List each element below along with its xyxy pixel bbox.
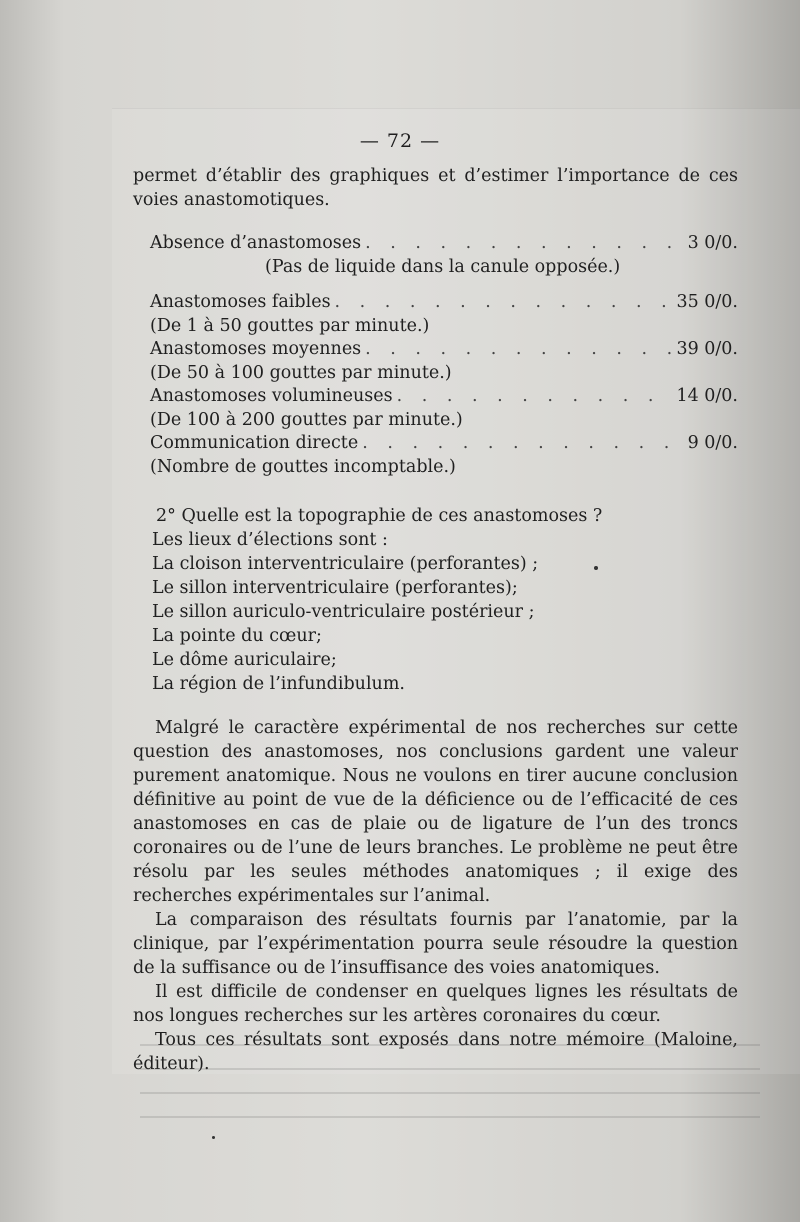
stat-note: (Nombre de gouttes incomptable.) [150, 456, 456, 477]
stat-value: 3 0/0. [687, 233, 738, 253]
stat-label: Anastomoses faibles [150, 292, 331, 312]
topography-item: Le sillon interventriculaire (perforantes); [152, 578, 518, 598]
stat-value: 35 0/0. [676, 292, 738, 312]
topography-section [152, 504, 738, 696]
conclusion-section [133, 716, 738, 1076]
leader-dots [335, 291, 673, 315]
anastomosis-stats [150, 232, 738, 479]
stat-value: 9 0/0. [687, 433, 738, 453]
intro-paragraph [133, 164, 738, 212]
stat-row [150, 232, 738, 256]
topography-item: La région de l’infundibulum. [152, 674, 405, 694]
leader-dots [365, 232, 683, 256]
page-number: — 72 — [359, 130, 441, 152]
topography-item: La pointe du cœur; [152, 626, 322, 646]
intro-text: permet d’établir des graphiques et d’estimer l’importance de ces voies anastomotiques. [133, 166, 738, 210]
stat-row [150, 291, 738, 315]
stat-row [150, 385, 738, 409]
stat-label: Anastomoses moyennes [150, 339, 362, 359]
topography-item: La cloison interventriculaire (perforantes) ; [152, 554, 539, 574]
stat-note: (Pas de liquide dans la canule opposée.) [265, 256, 621, 277]
topography-question: 2° Quelle est la topographie de ces anastomoses ? [156, 506, 603, 526]
body-paragraph: Tous ces résultats sont exposés dans notre mémoire (Maloine, éditeur). [133, 1030, 738, 1074]
stat-label: Anastomoses volumineuses [150, 386, 393, 406]
body-paragraph: Malgré le caractère expérimental de nos recherches sur cette question des anastomoses, nos conclusions gardent une valeur purement anatomique. Nous ne voulons en tirer aucune conclusion définitive au point de vue de la déficience ou de l’efficacité de ces anastomoses en cas de plaie ou de ligature de l’un des troncs coronaires ou de l’une de leurs branches. Le problème ne peut être résolu par les seules méthodes anatomiques ; il exige des recherches expérimentales sur l’animal. [133, 718, 738, 906]
stat-label: Absence d’anastomoses [150, 233, 362, 253]
ink-speck [594, 566, 598, 570]
topography-lead: Les lieux d’élections sont : [152, 530, 388, 550]
bleed-through-text [140, 1030, 760, 1130]
stat-value: 14 0/0. [676, 386, 738, 406]
leader-dots [365, 338, 672, 362]
stat-note: (De 1 à 50 gouttes par minute.) [150, 315, 430, 336]
leader-dots [362, 432, 683, 456]
stat-row [150, 432, 738, 456]
stat-row [150, 338, 738, 362]
leader-dots [397, 385, 673, 409]
stat-label: Communication directe [150, 433, 359, 453]
stat-note: (De 100 à 200 gouttes par minute.) [150, 409, 463, 430]
topography-item: Le dôme auriculaire; [152, 650, 337, 670]
stat-value: 39 0/0. [676, 339, 738, 359]
stat-note: (De 50 à 100 gouttes par minute.) [150, 362, 452, 383]
body-paragraph: La comparaison des résultats fournis par l’anatomie, par la clinique, par l’expérimentation pourra seule résoudre la question de la suffisance ou de l’insuffisance des voies anatomiques. [133, 910, 738, 978]
ink-speck [212, 1136, 215, 1139]
body-paragraph: Il est difficile de condenser en quelques lignes les résultats de nos longues recherches sur les artères coronaires du cœur. [133, 982, 738, 1026]
topography-item: Le sillon auriculo-ventriculaire postérieur ; [152, 602, 535, 622]
